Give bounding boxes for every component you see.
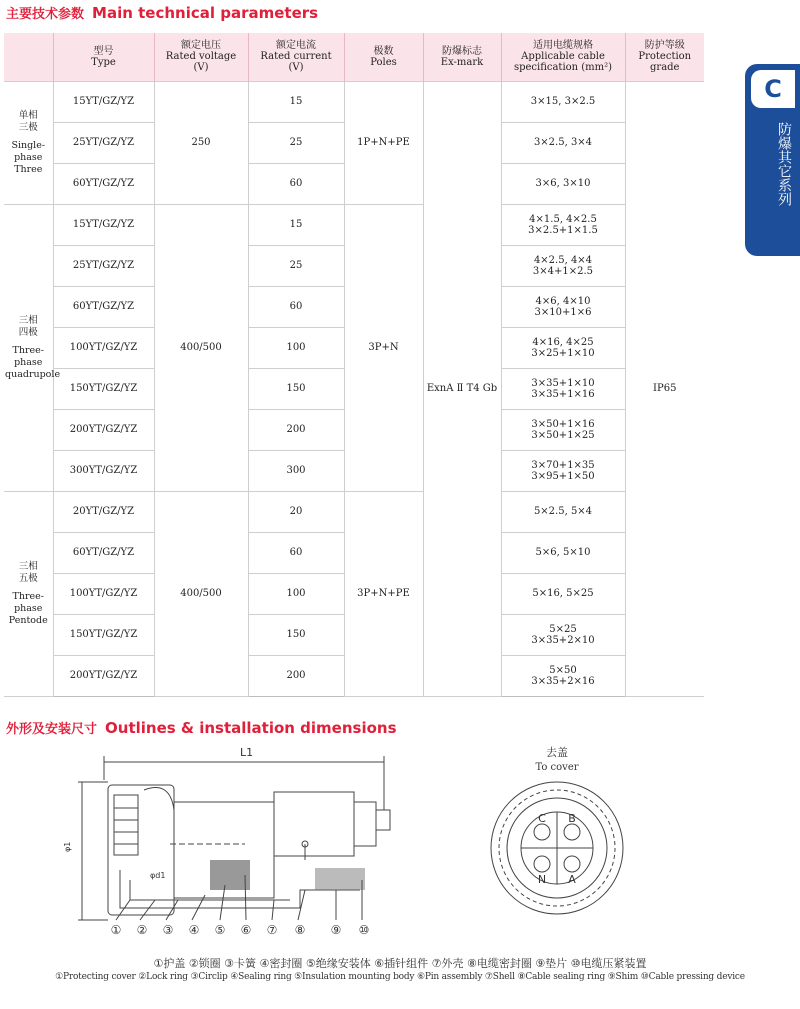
part-number-2: ② xyxy=(136,923,148,937)
current-cell: 200 xyxy=(248,409,344,450)
current-cell: 150 xyxy=(248,368,344,409)
current-cell: 15 xyxy=(248,81,344,122)
cable-spec-line: 3×50+1×16 xyxy=(531,418,595,430)
cable-spec-cell xyxy=(501,368,625,409)
pin-label-c: C xyxy=(538,812,546,825)
cable-spec-line: 3×35+2×10 xyxy=(531,634,595,646)
current-cell: 60 xyxy=(248,532,344,573)
ex-mark-cell: ExnA Ⅱ T4 Gb xyxy=(423,81,501,696)
phase-group-zh-line: 三极 xyxy=(18,121,38,133)
header-en: Type xyxy=(91,56,116,68)
cable-spec-cell xyxy=(501,655,625,696)
pin-label-a: A xyxy=(568,873,576,886)
poles-cell: 3P+N+PE xyxy=(344,491,423,696)
parts-legend-en: ①Protecting cover ②Lock ring ③Circlip ④Sealing ring ⑤Insulation mounting body ⑥Pin assembly ⑦Shell ⑧Cable sealing ring ⑨Shim ⑩Cable pressing device xyxy=(55,972,745,982)
table-row xyxy=(4,81,704,122)
cable-spec-cell xyxy=(501,573,625,614)
phase-group-zh-line: 四极 xyxy=(18,326,38,338)
header-unit: (V) xyxy=(193,62,209,74)
part-number-5: ⑤ xyxy=(214,923,226,937)
phase-group-label xyxy=(4,81,53,204)
cable-spec-cell xyxy=(501,163,625,204)
type-cell: 20YT/GZ/YZ xyxy=(53,491,154,532)
header-en: Rated current xyxy=(260,51,332,63)
header-cell xyxy=(625,33,704,81)
header-zh: 额定电流 xyxy=(276,40,316,52)
part-number-1: ① xyxy=(110,923,122,937)
current-cell: 60 xyxy=(248,286,344,327)
header-en: Ex-mark xyxy=(440,56,484,68)
header-zh: 适用电缆规格 xyxy=(533,40,593,52)
cable-spec-cell xyxy=(501,81,625,122)
header-en: Protection xyxy=(638,51,692,63)
cable-spec-line: 3×35+1×10 xyxy=(531,377,595,389)
cable-spec-line: 5×2.5, 5×4 xyxy=(533,506,593,517)
type-cell: 100YT/GZ/YZ xyxy=(53,327,154,368)
header-en: Poles xyxy=(370,56,397,68)
cable-spec-line: 5×50 xyxy=(549,664,577,676)
front-view-svg xyxy=(470,740,645,940)
cable-spec-line: 5×6, 5×10 xyxy=(535,547,591,558)
phase-group-en-line: Three xyxy=(14,163,43,175)
table-header-row xyxy=(4,33,704,81)
poles-cell: 1P+N+PE xyxy=(344,81,423,204)
part-number-8: ⑧ xyxy=(294,923,306,937)
header-group-blank xyxy=(4,33,53,81)
phase-group-en-line: phase xyxy=(14,602,43,614)
part-number-7: ⑦ xyxy=(266,923,278,937)
table-body xyxy=(4,81,704,696)
cable-spec-cell xyxy=(501,409,625,450)
phase-group-zh-line: 五极 xyxy=(18,572,38,584)
cable-spec-line: 3×2.5, 3×4 xyxy=(533,137,593,148)
header-unit: specification (mm²) xyxy=(513,62,613,74)
current-cell: 100 xyxy=(248,327,344,368)
type-cell: 300YT/GZ/YZ xyxy=(53,450,154,491)
pin-label-n: N xyxy=(537,873,547,886)
cable-spec-cell xyxy=(501,204,625,245)
cable-spec-line: 3×10+1×6 xyxy=(534,306,592,318)
phase-group-label xyxy=(4,491,53,696)
type-cell: 200YT/GZ/YZ xyxy=(53,409,154,450)
current-cell: 150 xyxy=(248,614,344,655)
current-cell: 60 xyxy=(248,163,344,204)
phase-group-en-line: Three- xyxy=(12,590,44,602)
main-params-title-zh: 主要技术参数 xyxy=(6,7,85,22)
part-number-10: ⑩ xyxy=(358,923,370,937)
cable-spec-line: 4×1.5, 4×2.5 xyxy=(529,213,597,225)
current-cell: 20 xyxy=(248,491,344,532)
cable-spec-cell xyxy=(501,532,625,573)
current-cell: 15 xyxy=(248,204,344,245)
header-cell xyxy=(501,33,625,81)
phase-group-zh-line: 单相 xyxy=(18,109,38,121)
current-cell: 25 xyxy=(248,122,344,163)
dim-phi1-label: φ1 xyxy=(63,841,72,852)
dim-d1-label: φd1 xyxy=(150,871,166,880)
cover-label-en: To cover xyxy=(535,762,579,773)
side-view-svg xyxy=(60,740,440,940)
header-zh: 极数 xyxy=(373,45,394,57)
part-number-4: ④ xyxy=(188,923,200,937)
cable-spec-cell xyxy=(501,327,625,368)
header-en: Rated voltage xyxy=(165,51,237,63)
type-cell: 150YT/GZ/YZ xyxy=(53,614,154,655)
type-cell: 25YT/GZ/YZ xyxy=(53,245,154,286)
dim-l1-label: L1 xyxy=(240,746,254,759)
parts-legend-zh: ①护盖 ②锁圈 ③卡簧 ④密封圈 ⑤绝缘安装体 ⑥插针组件 ⑦外壳 ⑧电缆密封圈 ⑨垫片 ⑩电缆压紧装置 xyxy=(153,957,647,970)
main-params-title-en: Main technical parameters xyxy=(92,4,319,22)
header-cell xyxy=(344,33,423,81)
outline-title-en: Outlines & installation dimensions xyxy=(105,719,397,737)
header-unit: (V) xyxy=(288,62,304,74)
phase-group-zh-line: 三相 xyxy=(18,560,38,572)
table-row xyxy=(4,491,704,532)
cable-spec-line: 3×6, 3×10 xyxy=(535,178,591,189)
header-unit: grade xyxy=(650,62,680,74)
cable-spec-cell xyxy=(501,122,625,163)
part-number-3: ③ xyxy=(162,923,174,937)
voltage-cell: 400/500 xyxy=(154,491,248,696)
cable-spec-cell xyxy=(501,614,625,655)
phase-group-en-line: phase xyxy=(14,356,43,368)
header-zh: 额定电压 xyxy=(181,40,221,52)
cable-spec-cell xyxy=(501,450,625,491)
pin-label-b: B xyxy=(568,812,576,825)
side-view-drawing xyxy=(60,740,440,940)
current-cell: 25 xyxy=(248,245,344,286)
cable-spec-line: 3×15, 3×2.5 xyxy=(530,96,596,107)
main-params-title xyxy=(6,3,318,22)
outline-title-zh: 外形及安装尺寸 xyxy=(6,722,98,737)
cable-spec-line: 4×6, 4×10 xyxy=(535,295,591,307)
cable-spec-cell xyxy=(501,245,625,286)
header-zh: 型号 xyxy=(93,45,114,57)
cable-spec-line: 4×16, 4×25 xyxy=(532,336,594,348)
cable-spec-line: 3×35+2×16 xyxy=(531,675,595,687)
phase-group-en-line: quadrupole xyxy=(5,368,61,380)
current-cell: 100 xyxy=(248,573,344,614)
cable-spec-cell xyxy=(501,491,625,532)
phase-group-en-line: Pentode xyxy=(8,614,48,626)
cable-spec-line: 3×70+1×35 xyxy=(531,459,595,471)
type-cell: 15YT/GZ/YZ xyxy=(53,204,154,245)
cable-spec-line: 3×50+1×25 xyxy=(531,429,595,441)
type-cell: 60YT/GZ/YZ xyxy=(53,163,154,204)
cable-spec-line: 5×25 xyxy=(549,623,577,635)
table-row xyxy=(4,204,704,245)
cable-spec-line: 4×2.5, 4×4 xyxy=(533,254,593,266)
spec-table xyxy=(4,33,704,697)
type-cell: 15YT/GZ/YZ xyxy=(53,81,154,122)
cable-spec-line: 5×16, 5×25 xyxy=(532,588,594,599)
type-cell: 150YT/GZ/YZ xyxy=(53,368,154,409)
voltage-cell: 250 xyxy=(154,81,248,204)
header-en: Applicable cable xyxy=(521,51,605,63)
header-cell xyxy=(423,33,501,81)
type-cell: 60YT/GZ/YZ xyxy=(53,286,154,327)
header-cell xyxy=(53,33,154,81)
front-view-drawing xyxy=(470,740,645,940)
header-zh: 防爆标志 xyxy=(442,45,482,57)
type-cell: 100YT/GZ/YZ xyxy=(53,573,154,614)
phase-group-en-line: Single- xyxy=(11,139,46,151)
phase-group-label xyxy=(4,204,61,491)
cable-spec-line: 3×4+1×2.5 xyxy=(532,265,594,277)
series-side-tab[interactable] xyxy=(745,64,800,256)
part-number-6: ⑥ xyxy=(240,923,252,937)
current-cell: 200 xyxy=(248,655,344,696)
header-cell xyxy=(248,33,344,81)
voltage-cell: 400/500 xyxy=(154,204,248,491)
phase-group-en-line: phase xyxy=(14,151,43,163)
series-tab-label: 防爆其它系列 xyxy=(776,122,792,206)
cable-spec-cell xyxy=(501,286,625,327)
type-cell: 200YT/GZ/YZ xyxy=(53,655,154,696)
phase-group-zh-line: 三相 xyxy=(18,314,38,326)
poles-cell: 3P+N xyxy=(344,204,423,491)
header-zh: 防护等级 xyxy=(644,40,685,52)
current-cell: 300 xyxy=(248,450,344,491)
header-cell xyxy=(154,33,248,81)
part-number-9: ⑨ xyxy=(330,923,342,937)
cable-spec-line: 3×25+1×10 xyxy=(531,347,595,359)
protection-grade-cell: IP65 xyxy=(625,81,704,696)
cover-label-zh: 去盖 xyxy=(546,746,568,759)
type-cell: 25YT/GZ/YZ xyxy=(53,122,154,163)
series-tab-letter: C xyxy=(751,70,795,108)
outline-title xyxy=(6,718,397,737)
type-cell: 60YT/GZ/YZ xyxy=(53,532,154,573)
cable-spec-line: 3×2.5+1×1.5 xyxy=(528,224,598,236)
cable-spec-line: 3×95+1×50 xyxy=(531,470,595,482)
phase-group-en-line: Three- xyxy=(12,344,44,356)
cable-spec-line: 3×35+1×16 xyxy=(531,388,595,400)
